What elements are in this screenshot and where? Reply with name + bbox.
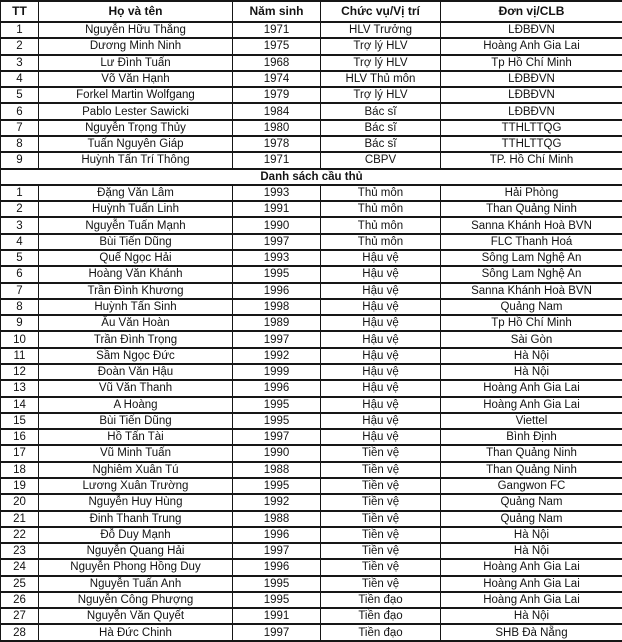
cell-role: Tiền vệ [321,527,441,543]
cell-tt: 4 [1,71,39,87]
players-section-header [1,169,622,185]
players-section [1,185,622,641]
cell-role: Hậu vệ [321,348,441,364]
cell-tt: 2 [1,201,39,217]
cell-tt: 3 [1,55,39,71]
cell-name: Nguyễn Phong Hồng Duy [39,559,233,575]
cell-year: 1997 [233,234,321,250]
cell-year: 1993 [233,185,321,201]
player-row [1,608,622,624]
cell-tt: 14 [1,397,39,413]
header-row [1,1,622,22]
cell-role: HLV Thủ môn [321,71,441,87]
cell-year: 1997 [233,331,321,347]
cell-year: 1996 [233,527,321,543]
cell-name: Nguyễn Trọng Thủy [39,120,233,136]
cell-tt: 28 [1,624,39,641]
player-row [1,624,622,641]
cell-club: Tp Hồ Chí Minh [441,55,622,71]
player-row [1,445,622,461]
cell-club: Sài Gòn [441,331,622,347]
staff-row [1,87,622,103]
cell-name: Pablo Lester Sawicki [39,103,233,119]
cell-role: Tiền vệ [321,511,441,527]
cell-year: 1978 [233,136,321,152]
cell-club: Than Quảng Ninh [441,445,622,461]
staff-row [1,22,622,38]
player-row [1,250,622,266]
cell-year: 1997 [233,624,321,641]
cell-year: 1980 [233,120,321,136]
cell-club: Sông Lam Nghệ An [441,266,622,282]
staff-section [1,22,622,169]
player-row [1,576,622,592]
cell-club: Hà Nội [441,348,622,364]
cell-year: 1989 [233,315,321,331]
cell-year: 1979 [233,87,321,103]
cell-club: Than Quảng Ninh [441,201,622,217]
cell-role: Tiền đạo [321,592,441,608]
cell-tt: 27 [1,608,39,624]
player-row [1,315,622,331]
cell-club: SHB Đà Nẵng [441,624,622,641]
player-row [1,266,622,282]
cell-year: 1999 [233,364,321,380]
cell-club: Hoàng Anh Gia Lai [441,592,622,608]
cell-name: A Hoàng [39,397,233,413]
cell-club: Hải Phòng [441,185,622,201]
cell-role: Trợ lý HLV [321,38,441,54]
cell-tt: 6 [1,266,39,282]
cell-club: Hoàng Anh Gia Lai [441,380,622,396]
cell-tt: 5 [1,250,39,266]
header-cell-year: Năm sinh [233,1,321,22]
cell-tt: 5 [1,87,39,103]
cell-role: Thủ môn [321,185,441,201]
cell-year: 1971 [233,22,321,38]
cell-tt: 9 [1,315,39,331]
player-row [1,462,622,478]
cell-tt: 20 [1,494,39,510]
cell-year: 1974 [233,71,321,87]
cell-club: FLC Thanh Hoá [441,234,622,250]
cell-name: Trần Đình Khương [39,283,233,299]
cell-year: 1995 [233,478,321,494]
cell-tt: 11 [1,348,39,364]
cell-name: Hà Đức Chinh [39,624,233,641]
cell-role: Tiền vệ [321,478,441,494]
cell-name: Vũ Minh Tuấn [39,445,233,461]
cell-year: 1996 [233,283,321,299]
cell-club: Quảng Nam [441,494,622,510]
cell-year: 1995 [233,413,321,429]
cell-role: Tiền vệ [321,462,441,478]
cell-tt: 16 [1,429,39,445]
cell-club: Bình Định [441,429,622,445]
cell-role: Tiền vệ [321,445,441,461]
cell-name: Huỳnh Tuấn Linh [39,201,233,217]
cell-name: Quế Ngọc Hải [39,250,233,266]
cell-name: Bùi Tiến Dũng [39,413,233,429]
cell-role: Bác sĩ [321,136,441,152]
cell-club: Hà Nội [441,527,622,543]
cell-year: 1984 [233,103,321,119]
cell-role: Hậu vệ [321,397,441,413]
section-title-row [1,169,622,185]
cell-name: Tuấn Nguyên Giáp [39,136,233,152]
cell-club: Hoàng Anh Gia Lai [441,397,622,413]
player-row [1,527,622,543]
cell-year: 1993 [233,250,321,266]
player-row [1,283,622,299]
header-cell-tt: TT [1,1,39,22]
cell-year: 1992 [233,494,321,510]
player-row [1,201,622,217]
staff-row [1,103,622,119]
cell-name: Huỳnh Tấn Trí Thông [39,152,233,168]
staff-row [1,38,622,54]
cell-club: Viettel [441,413,622,429]
cell-name: Trần Đình Trọng [39,331,233,347]
cell-tt: 25 [1,576,39,592]
cell-name: Nguyễn Hữu Thắng [39,22,233,38]
player-row [1,511,622,527]
cell-club: Hà Nội [441,364,622,380]
cell-name: Bùi Tiến Dũng [39,234,233,250]
cell-year: 1995 [233,592,321,608]
player-row [1,348,622,364]
cell-tt: 22 [1,527,39,543]
player-row [1,217,622,233]
cell-role: Hậu vệ [321,266,441,282]
cell-name: Đỗ Duy Mạnh [39,527,233,543]
cell-role: Hậu vệ [321,429,441,445]
cell-year: 1996 [233,380,321,396]
cell-club: Hoàng Anh Gia Lai [441,576,622,592]
cell-tt: 26 [1,592,39,608]
cell-year: 1995 [233,266,321,282]
cell-tt: 15 [1,413,39,429]
cell-tt: 8 [1,136,39,152]
player-row [1,397,622,413]
cell-name: Nguyễn Công Phượng [39,592,233,608]
cell-name: Sầm Ngọc Đức [39,348,233,364]
cell-name: Dương Minh Ninh [39,38,233,54]
cell-tt: 2 [1,38,39,54]
cell-name: Lương Xuân Trường [39,478,233,494]
cell-club: Tp Hồ Chí Minh [441,315,622,331]
cell-role: Tiền vệ [321,494,441,510]
cell-club: Sanna Khánh Hoà BVN [441,283,622,299]
cell-role: Tiền đạo [321,608,441,624]
cell-tt: 17 [1,445,39,461]
cell-role: Tiền vệ [321,559,441,575]
cell-club: Hà Nội [441,543,622,559]
cell-club: TP. Hồ Chí Minh [441,152,622,168]
cell-year: 1990 [233,445,321,461]
player-row [1,380,622,396]
cell-year: 1996 [233,559,321,575]
cell-club: TTHLTTQG [441,120,622,136]
cell-tt: 1 [1,185,39,201]
cell-tt: 10 [1,331,39,347]
header-cell-club: Đơn vị/CLB [441,1,622,22]
cell-name: Nguyễn Văn Quyết [39,608,233,624]
cell-club: TTHLTTQG [441,136,622,152]
cell-club: Quảng Nam [441,511,622,527]
cell-club: Hoàng Anh Gia Lai [441,38,622,54]
cell-name: Vũ Văn Thanh [39,380,233,396]
cell-year: 1988 [233,511,321,527]
cell-name: Võ Văn Hạnh [39,71,233,87]
cell-role: Trợ lý HLV [321,55,441,71]
cell-role: Tiền vệ [321,543,441,559]
cell-year: 1997 [233,429,321,445]
cell-name: Nguyễn Quang Hải [39,543,233,559]
staff-row [1,120,622,136]
cell-club: LĐBĐVN [441,22,622,38]
cell-role: Hậu vệ [321,250,441,266]
cell-year: 1991 [233,608,321,624]
player-row [1,185,622,201]
cell-tt: 21 [1,511,39,527]
cell-club: Quảng Nam [441,299,622,315]
cell-name: Nguyễn Tuấn Mạnh [39,217,233,233]
cell-club: Gangwon FC [441,478,622,494]
cell-tt: 1 [1,22,39,38]
cell-name: Forkel Martin Wolfgang [39,87,233,103]
cell-tt: 3 [1,217,39,233]
cell-name: Nghiêm Xuân Tú [39,462,233,478]
player-row [1,234,622,250]
cell-role: Hậu vệ [321,364,441,380]
cell-name: Đoàn Văn Hậu [39,364,233,380]
header-cell-role: Chức vụ/Vị trí [321,1,441,22]
cell-name: Hồ Tấn Tài [39,429,233,445]
cell-tt: 4 [1,234,39,250]
cell-year: 1991 [233,201,321,217]
cell-role: Thủ môn [321,217,441,233]
staff-row [1,71,622,87]
cell-name: Lư Đình Tuấn [39,55,233,71]
player-row [1,559,622,575]
staff-row [1,152,622,168]
cell-club: Than Quảng Ninh [441,462,622,478]
cell-name: Nguyễn Tuấn Anh [39,576,233,592]
player-row [1,331,622,347]
cell-club: Hoàng Anh Gia Lai [441,559,622,575]
player-row [1,299,622,315]
cell-club: Sông Lam Nghệ An [441,250,622,266]
cell-year: 1990 [233,217,321,233]
cell-year: 1975 [233,38,321,54]
section-title: Danh sách cầu thủ [1,169,622,185]
cell-role: Hậu vệ [321,283,441,299]
cell-year: 1968 [233,55,321,71]
cell-role: Bác sĩ [321,120,441,136]
staff-row [1,136,622,152]
cell-name: Âu Văn Hoàn [39,315,233,331]
player-row [1,478,622,494]
cell-tt: 9 [1,152,39,168]
cell-role: HLV Trưởng [321,22,441,38]
cell-club: Hà Nội [441,608,622,624]
player-row [1,413,622,429]
header-cell-name: Họ và tên [39,1,233,22]
cell-club: LĐBĐVN [441,87,622,103]
cell-year: 1997 [233,543,321,559]
cell-tt: 6 [1,103,39,119]
cell-club: LĐBĐVN [441,71,622,87]
cell-club: LĐBĐVN [441,103,622,119]
cell-tt: 7 [1,283,39,299]
cell-role: Tiền vệ [321,576,441,592]
table-header [1,1,622,22]
staff-row [1,55,622,71]
cell-name: Huỳnh Tấn Sinh [39,299,233,315]
cell-role: Hậu vệ [321,315,441,331]
cell-role: CBPV [321,152,441,168]
cell-tt: 7 [1,120,39,136]
cell-tt: 8 [1,299,39,315]
cell-role: Hậu vệ [321,331,441,347]
cell-tt: 24 [1,559,39,575]
player-row [1,494,622,510]
cell-role: Trợ lý HLV [321,87,441,103]
cell-name: Đặng Văn Lâm [39,185,233,201]
player-row [1,592,622,608]
cell-name: Hoàng Văn Khánh [39,266,233,282]
cell-year: 1992 [233,348,321,364]
cell-tt: 12 [1,364,39,380]
cell-tt: 19 [1,478,39,494]
cell-name: Nguyễn Huy Hùng [39,494,233,510]
cell-role: Hậu vệ [321,380,441,396]
cell-year: 1988 [233,462,321,478]
cell-club: Sanna Khánh Hoà BVN [441,217,622,233]
cell-role: Hậu vệ [321,413,441,429]
cell-role: Tiền đạo [321,624,441,641]
cell-tt: 18 [1,462,39,478]
player-row [1,543,622,559]
cell-tt: 13 [1,380,39,396]
cell-year: 1995 [233,397,321,413]
cell-name: Đinh Thanh Trung [39,511,233,527]
cell-year: 1971 [233,152,321,168]
cell-role: Thủ môn [321,234,441,250]
player-row [1,364,622,380]
player-row [1,429,622,445]
cell-tt: 23 [1,543,39,559]
cell-role: Thủ môn [321,201,441,217]
cell-year: 1995 [233,576,321,592]
cell-year: 1998 [233,299,321,315]
cell-role: Bác sĩ [321,103,441,119]
cell-role: Hậu vệ [321,299,441,315]
